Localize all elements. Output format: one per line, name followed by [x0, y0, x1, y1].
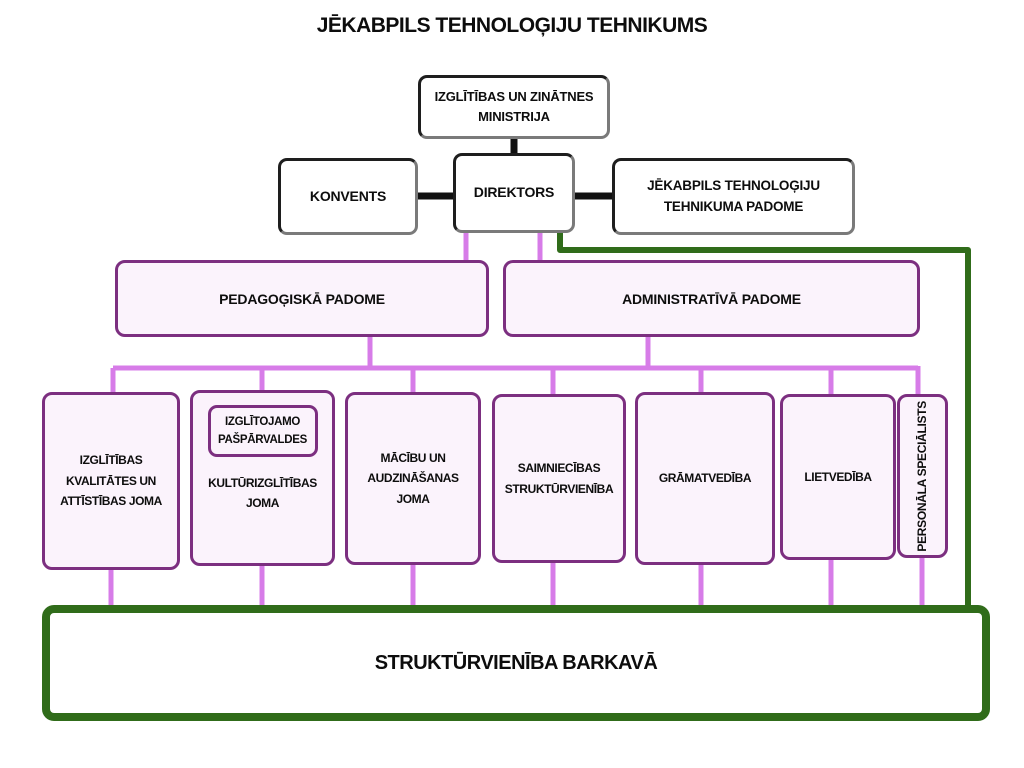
node-konvents-label: KONVENTS	[309, 187, 387, 204]
page-title: JĒKABPILS TEHNOLOĢIJU TEHNIKUMS	[316, 14, 708, 37]
node-tehnikuma-padome-label: JĒKABPILS TEHNOLOĢIJU TEHNIKUMA PADOME	[647, 177, 820, 214]
node-lietvediba-label: LIETVEDĪBA	[804, 469, 872, 484]
node-strukturvieniba-barkava-label: STRUKTŪRVIENĪBA BARKAVĀ	[374, 651, 658, 674]
node-pedagogiska-padome-label: PEDAGOĢISKĀ PADOME	[219, 290, 385, 307]
node-gramatvediba-label: GRĀMATVEDĪBA	[658, 471, 752, 486]
node-strukturvieniba-barkava	[42, 605, 990, 721]
node-tehnikuma-padome	[612, 158, 855, 235]
node-personala-specialists	[897, 394, 948, 558]
node-kulturizglitibas-joma	[190, 390, 335, 566]
node-konvents	[278, 158, 418, 235]
node-izglitibas-kvalitates-joma	[42, 392, 180, 570]
node-direktors-label: DIREKTORS	[473, 184, 555, 201]
node-saimniecibas-strukturvieniba-label: SAIMNIECĪBAS STRUKTŪRVIENĪBA	[504, 461, 614, 496]
node-saimniecibas-strukturvieniba	[492, 394, 626, 563]
node-izglitibas-kvalitates-joma-label: IZGLĪTĪBAS KVALITĀTES UN ATTĪSTĪBAS JOMA	[60, 453, 162, 509]
node-macibu-un-audzinasanas-joma-label: MĀCĪBU UN AUDZINĀŠANAS JOMA	[367, 450, 459, 506]
node-personala-specialists-label: PERSONĀLA SPECIĀLISTS	[915, 400, 930, 552]
node-lietvediba	[780, 394, 896, 560]
node-direktors	[453, 153, 575, 233]
node-gramatvediba	[635, 392, 775, 565]
node-administrativa-padome	[503, 260, 920, 337]
node-macibu-un-audzinasanas-joma	[345, 392, 481, 565]
node-izglitojamo-pasparvaldes	[208, 405, 318, 457]
node-ministry	[418, 75, 610, 139]
node-ministry-label: IZGLĪTĪBAS UN ZINĀTNES MINISTRIJA	[434, 88, 594, 124]
node-pedagogiska-padome	[115, 260, 489, 337]
node-kulturizglitibas-joma-label: KULTŪRIZGLĪTĪBAS JOMA	[208, 476, 317, 511]
node-administrativa-padome-label: ADMINISTRATĪVĀ PADOME	[622, 290, 801, 307]
node-izglitojamo-pasparvaldes-label: IZGLĪTOJAMO PAŠPĀRVALDES	[217, 415, 308, 446]
